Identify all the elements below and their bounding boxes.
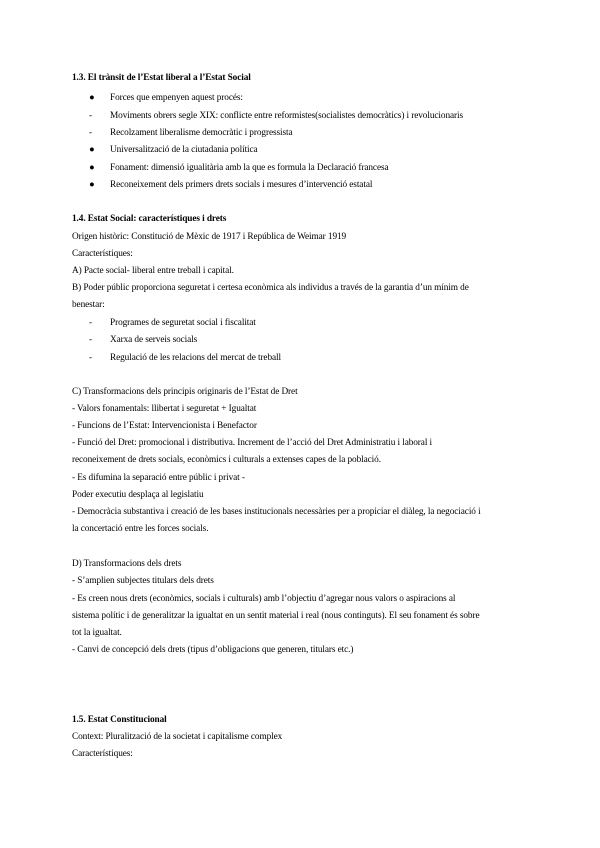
paragraph-line: reconeixement de drets socials, econòmics i culturals a extenses capes de la població.	[72, 455, 381, 465]
paragraph-line: B) Poder públic proporciona seguretat i certesa econòmica als individus a través de la garantia d’un mínim de	[72, 283, 469, 293]
dash-marker: -	[89, 111, 93, 121]
list-item: Universalització de la ciutadania política	[110, 145, 258, 155]
paragraph-line: - Valors fonamentals: llibertat i seguretat + Igualtat	[72, 404, 257, 414]
dash-marker: -	[89, 335, 93, 345]
list-item: Xarxa de serveis socials	[110, 335, 198, 345]
paragraph-line: - Funcions de l’Estat: Intervencionista i Benefactor	[72, 421, 257, 431]
paragraph-line: - Funció del Dret: promocional i distributiva. Increment de l’acció del Dret Administratiu i laboral i	[72, 438, 433, 448]
list-item: Reconeixement dels primers drets socials i mesures d’intervenció estatal	[110, 180, 373, 190]
bullet-marker: ●	[89, 145, 95, 155]
section-heading-1-3: 1.3. El trànsit de l’Estat liberal a l’Estat Social	[72, 73, 251, 83]
paragraph-line: - Es creen nous drets (econòmics, socials i culturals) amb l’objectiu d’agregar nous valors o aspiracions al	[72, 594, 456, 604]
section-heading-1-5: 1.5. Estat Constitucional	[72, 715, 167, 725]
section-heading-1-4: 1.4. Estat Social: característiques i drets	[72, 214, 227, 224]
paragraph-line: - Es difumina la separació entre públic i privat -	[72, 473, 245, 483]
list-item: Programes de seguretat social i fiscalitat	[110, 318, 256, 328]
bullet-marker: ●	[89, 93, 95, 103]
dash-marker: -	[89, 318, 93, 328]
paragraph-line: D) Transformacions dels drets	[72, 559, 182, 569]
bullet-marker: ●	[89, 163, 95, 173]
paragraph-line: Característiques:	[72, 749, 133, 759]
paragraph-line: Poder executiu desplaça al legislatiu	[72, 490, 204, 500]
paragraph-line: C) Transformacions dels principis originaris de l’Estat de Dret	[72, 387, 298, 397]
paragraph-line: Característiques:	[72, 249, 133, 259]
paragraph-line: la concertació entre les forces socials.	[72, 524, 209, 534]
paragraph-line: Context: Pluralització de la societat i capitalisme complex	[72, 732, 283, 742]
paragraph-line: sistema polític i de generalitzar la igualtat en un sentit material i real (nous continguts). El seu fonament és sobre	[72, 611, 480, 621]
bullet-marker: ●	[89, 180, 95, 190]
paragraph-line: - S’amplien subjectes titulars dels drets	[72, 576, 214, 586]
dash-marker: -	[89, 128, 93, 138]
paragraph-line: tot la igualtat.	[72, 628, 122, 638]
list-item: Forces que empenyen aquest procés:	[110, 93, 243, 103]
paragraph-line: benestar:	[72, 300, 105, 310]
list-item: Moviments obrers segle XIX: conflicte entre reformistes(socialistes democràtics) i revolucionaris	[110, 111, 464, 121]
list-item: Recolzament liberalisme democràtic i progressista	[110, 128, 293, 138]
list-item: Fonament: dimensió igualitària amb la que es formula la Declaració francesa	[110, 163, 389, 173]
paragraph-line: - Canvi de concepció dels drets (tipus d’obligacions que generen, titulars etc.)	[72, 645, 354, 655]
list-item: Regulació de les relacions del mercat de treball	[110, 353, 281, 363]
paragraph-line: A) Pacte social- liberal entre treball i capital.	[72, 266, 234, 276]
paragraph-line: Origen històric: Constitució de Mèxic de 1917 i República de Weimar 1919	[72, 232, 347, 242]
paragraph-line: - Democràcia substantiva i creació de les bases institucionals necessàries per a propiciar el diàleg, la negociació i	[72, 507, 481, 517]
dash-marker: -	[89, 353, 93, 363]
